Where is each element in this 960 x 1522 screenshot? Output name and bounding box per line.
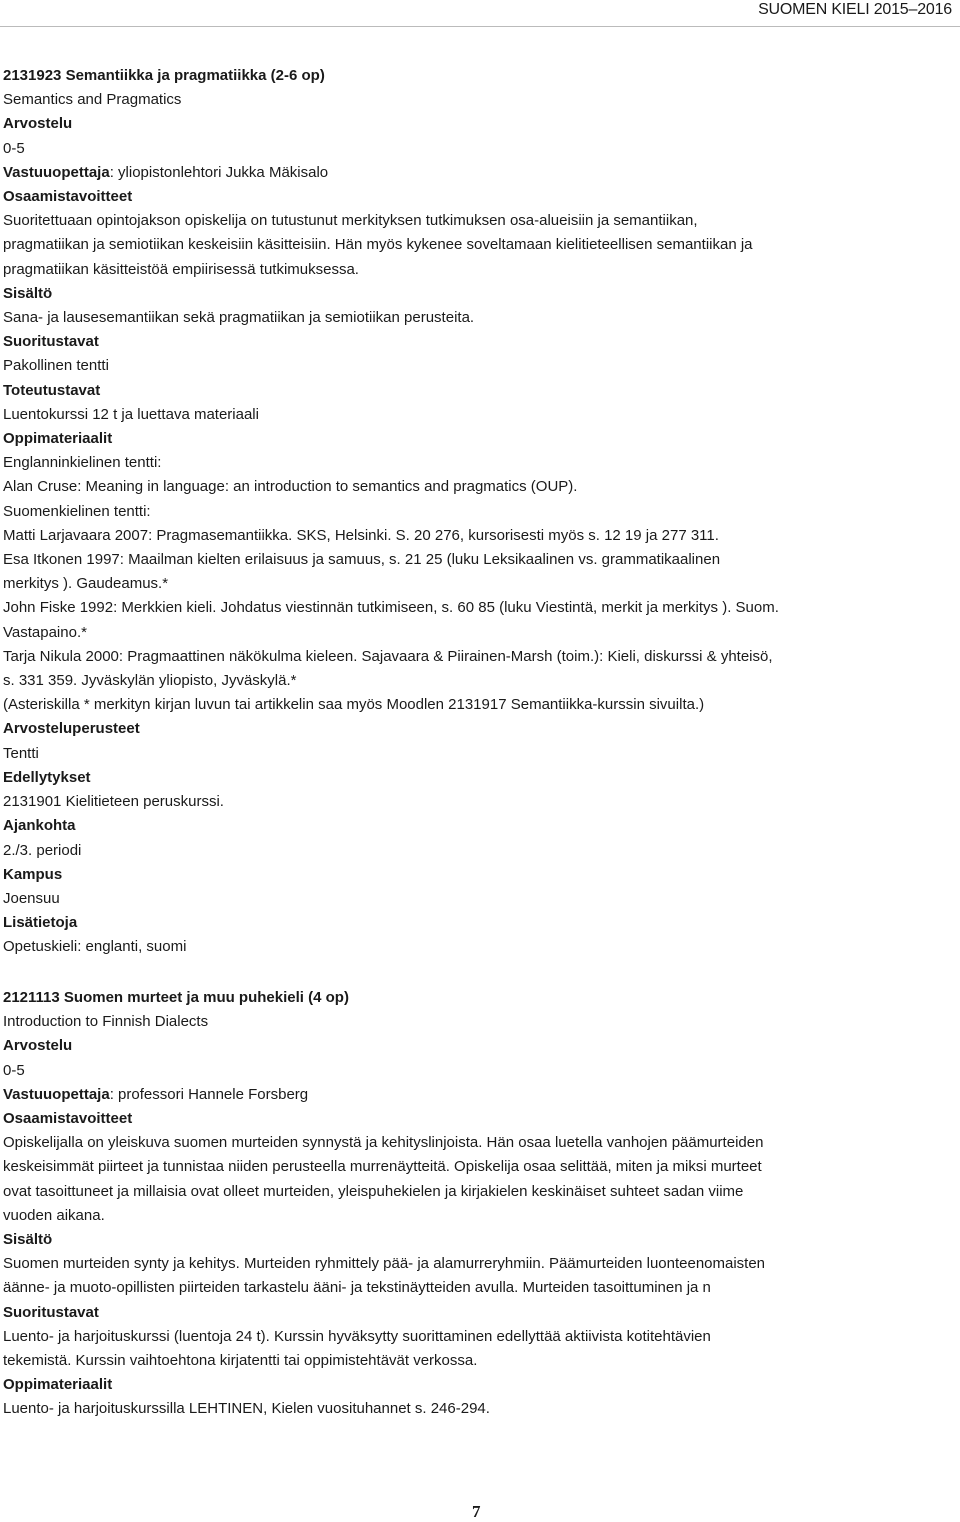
materials-text: John Fiske 1992: Merkkien kieli. Johdatus viestinnän tutkimiseen, s. 60 85 (luku Viestintä, merkit ja merkitys ). Suom. — [3, 599, 779, 617]
teacher-line — [3, 1083, 953, 1107]
modes-label: Suoritustavat — [3, 1303, 99, 1321]
implementation-text: Luentokurssi 12 t ja luettava materiaali — [3, 405, 259, 423]
materials-text: s. 331 359. Jyväskylän yliopisto, Jyväskylä.* — [3, 672, 297, 690]
outcomes-text: pragmatiikan ja semiotiikan keskeisiin käsitteisiin. Hän myös kykenee soveltamaan kielitieteellisen semantiikan ja — [3, 236, 753, 254]
materials-text: Englanninkielinen tentti: — [3, 454, 162, 472]
outcomes-text: vuoden aikana. — [3, 1206, 105, 1224]
page-header — [0, 0, 960, 20]
materials-text: Matti Larjavaara 2007: Pragmasemantiikka. SKS, Helsinki. S. 20 276, kursorisesti myös s. 12 19 ja 277 311. — [3, 526, 719, 544]
campus-label: Kampus — [3, 865, 63, 883]
timing-label: Ajankohta — [3, 817, 76, 835]
outcomes-text: keskeisimmät piirteet ja tunnistaa niiden perusteella murrenäytteitä. Opiskelija osaa selittää, miten ja miksi murteet — [3, 1158, 762, 1176]
materials-text: Tarja Nikula 2000: Pragmaattinen näkökulma kieleen. Sajavaara & Piirainen-Marsh (toim.): Kieli, diskurssi & yhteisö, — [3, 647, 773, 665]
course-subtitle: Introduction to Finnish Dialects — [3, 1013, 209, 1031]
outcomes-text: Suoritettuaan opintojakson opiskelija on tutustunut merkityksen tutkimuksen osa-alueisiin ja semantiikan, — [3, 212, 698, 230]
modes-text: tekemistä. Kurssin vaihtoehtona kirjatentti tai oppimistehtävät verkossa. — [3, 1352, 478, 1370]
content-text: äänne- ja muoto-opillisten piirteiden tarkastelu ääni- ja tekstinäytteiden avulla. Murteiden tasoittuminen ja n — [3, 1279, 711, 1297]
materials-text: (Asteriskilla * merkityn kirjan luvun tai artikkelin saa myös Moodlen 2131917 Semantiikka-kurssin sivuilta.) — [3, 696, 705, 714]
materials-text: Vastapaino.* — [3, 623, 87, 641]
criteria-text: Tentti — [3, 744, 39, 762]
running-title: SUOMEN KIELI 2015–2016 — [758, 1, 952, 18]
materials-label: Oppimateriaalit — [3, 1376, 113, 1394]
materials-text: merkitys ). Gaudeamus.* — [3, 575, 169, 593]
outcomes-label: Osaamistavoitteet — [3, 188, 133, 206]
timing-text: 2./3. periodi — [3, 841, 82, 859]
modes-text: Pakollinen tentti — [3, 357, 109, 375]
outcomes-label: Osaamistavoitteet — [3, 1110, 133, 1128]
criteria-label: Arvosteluperusteet — [3, 720, 140, 738]
grading-value: 0-5 — [3, 1061, 25, 1079]
materials-text: Suomenkielinen tentti: — [3, 502, 151, 520]
content-text: Suomen murteiden synty ja kehitys. Murteiden ryhmittely pää- ja alamurreryhmiin. Päämurteiden luonteenomaisten — [3, 1255, 766, 1273]
course-title: 2121113 Suomen murteet ja muu puhekieli (4 op) — [3, 989, 349, 1006]
info-text: Opetuskieli: englanti, suomi — [3, 938, 187, 956]
teacher-label: Vastuuopettaja — [3, 1085, 110, 1103]
materials-text: Alan Cruse: Meaning in language: an introduction to semantics and pragmatics (OUP). — [3, 478, 578, 496]
campus-text: Joensuu — [3, 889, 60, 907]
outcomes-text: ovat tasoittuneet ja millaisia ovat olleet murteiden, yleispuhekielen ja kirjakielen keskinäiset suhteet sadan viime — [3, 1182, 744, 1200]
info-label: Lisätietoja — [3, 914, 78, 932]
content-label: Sisältö — [3, 284, 53, 302]
grading-label: Arvostelu — [3, 115, 73, 133]
header-rule — [0, 26, 960, 27]
content-label: Sisältö — [3, 1231, 53, 1249]
page-number: 7 — [472, 1502, 481, 1521]
materials-label: Oppimateriaalit — [3, 430, 113, 448]
grading-label: Arvostelu — [3, 1037, 73, 1055]
teacher-label: Vastuuopettaja — [3, 163, 110, 181]
materials-text: Luento- ja harjoituskurssilla LEHTINEN, Kielen vuosituhannet s. 246-294. — [3, 1400, 490, 1418]
teacher-value: : yliopistonlehtori Jukka Mäkisalo — [109, 163, 329, 181]
modes-text: Luento- ja harjoituskurssi (luentoja 24 t). Kurssin hyväksytty suorittaminen edellyttää aktiivista kotitehtävien — [3, 1327, 711, 1345]
materials-text: Esa Itkonen 1997: Maailman kielten erilaisuus ja samuus, s. 21 25 (luku Leksikaalinen vs. grammatikaalinen — [3, 551, 721, 569]
implementation-label: Toteutustavat — [3, 381, 101, 399]
course-title: 2131923 Semantiikka ja pragmatiikka (2-6 op) — [3, 67, 325, 84]
prerequisites-label: Edellytykset — [3, 768, 91, 786]
grading-value: 0-5 — [3, 139, 25, 157]
prerequisites-text: 2131901 Kielitieteen peruskurssi. — [3, 793, 224, 811]
course-entry — [3, 64, 953, 960]
content-text: Sana- ja lausesemantiikan sekä pragmatiikan ja semiotiikan perusteita. — [3, 309, 475, 327]
teacher-line — [3, 161, 953, 185]
modes-label: Suoritustavat — [3, 333, 99, 351]
outcomes-text: pragmatiikan käsitteistöä empiirisessä tutkimuksessa. — [3, 260, 359, 278]
outcomes-text: Opiskelijalla on yleiskuva suomen murteiden synnystä ja kehityslinjoista. Hän osaa luetella vanhojen päämurteiden — [3, 1134, 764, 1152]
course-entry — [3, 986, 953, 1422]
teacher-value: : professori Hannele Forsberg — [109, 1085, 309, 1103]
course-subtitle: Semantics and Pragmatics — [3, 91, 182, 109]
